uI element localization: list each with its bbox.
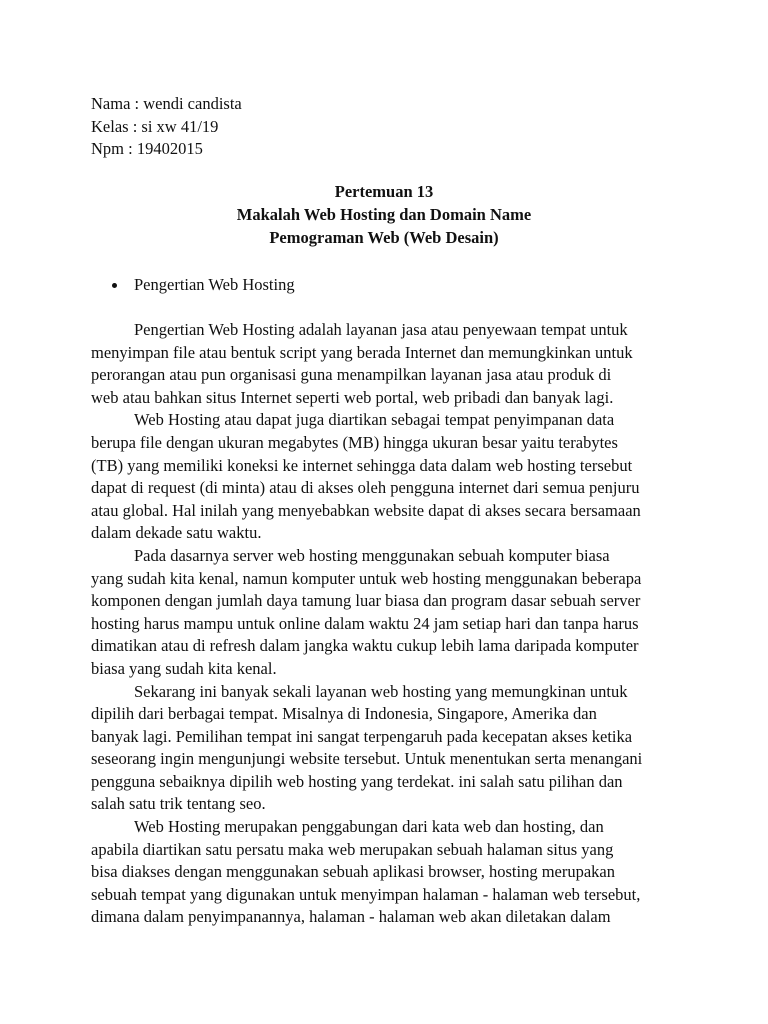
section-heading: [112, 274, 295, 296]
body-line: seseorang ingin mengunjungi website tersebut. Untuk menentukan serta menangani: [91, 749, 643, 769]
body-line: perorangan atau pun organisasi guna menampilkan layanan jasa atau produk di: [91, 365, 612, 385]
student-class: Kelas : si xw 41/19: [91, 116, 219, 136]
body-line: hosting harus mampu untuk online dalam waktu 24 jam setiap hari dan tanpa harus: [91, 613, 639, 633]
body-line: Pengertian Web Hosting adalah layanan jasa atau penyewaan tempat untuk: [134, 320, 628, 339]
body-line: (TB) yang memiliki koneksi ke internet sehingga data dalam web hosting tersebut: [91, 455, 633, 475]
body-line: sebuah tempat yang digunakan untuk menyimpan halaman - halaman web tersebut,: [91, 884, 641, 904]
body-line: Web Hosting merupakan penggabungan dari kata web dan hosting, dan: [134, 817, 604, 837]
body-line: Pada dasarnya server web hosting menggunakan sebuah komputer biasa: [134, 545, 610, 565]
title-line-1: Pertemuan 13: [334, 182, 434, 201]
body-line: bisa diakses dengan menggunakan sebuah aplikasi browser, hosting merupakan: [91, 862, 615, 882]
body-line: Sekarang ini banyak sekali layanan web hosting yang memungkinan untuk: [134, 681, 628, 701]
body-line: dimana dalam penyimpanannya, halaman - halaman web akan diletakan dalam: [91, 907, 611, 927]
bullet-icon: [112, 283, 117, 288]
body-line: apabila diartikan satu persatu maka web merupakan sebuah halaman situs yang: [91, 839, 614, 859]
body-line: dalam dekade satu waktu.: [91, 523, 262, 543]
body-line: dipilih dari berbagai tempat. Misalnya di Indonesia, Singapore, Amerika dan: [91, 704, 597, 724]
body-line: berupa file dengan ukuran megabytes (MB) hingga ukuran besar yaitu terabytes: [91, 432, 618, 452]
body-line: dimatikan atau di refresh dalam jangka waktu cukup lebih lama daripada komputer: [91, 636, 639, 656]
body-line: web atau bahkan situs Internet seperti web portal, web pribadi dan banyak lagi.: [91, 387, 614, 407]
document-title: [0, 180, 768, 249]
body-paragraphs: [91, 319, 685, 929]
body-line: komponen dengan jumlah daya tamung luar biasa dan program dasar sebuah server: [91, 591, 641, 611]
body-line: Web Hosting atau dapat juga diartikan sebagai tempat penyimpanan data: [134, 410, 615, 430]
body-line: atau global. Hal inilah yang menyebabkan website dapat di akses secara bersamaan: [91, 500, 641, 520]
body-line: banyak lagi. Pemilihan tempat ini sangat terpengaruh pada kecepatan akses ketika: [91, 726, 633, 746]
body-line: biasa yang sudah kita kenal.: [91, 658, 277, 678]
student-info: [91, 93, 242, 161]
student-npm: Npm : 19402015: [91, 139, 203, 158]
body-line: yang sudah kita kenal, namun komputer untuk web hosting menggunakan beberapa: [91, 568, 642, 588]
body-line: menyimpan file atau bentuk script yang berada Internet dan memungkinkan untuk: [91, 342, 633, 362]
body-line: dapat di request (di minta) atau di akses oleh pengguna internet dari semua penjuru: [91, 478, 640, 498]
body-line: salah satu trik tentang seo.: [91, 794, 266, 814]
title-line-2: Makalah Web Hosting dan Domain Name: [236, 205, 532, 224]
title-line-3: Pemograman Web (Web Desain): [269, 228, 499, 247]
body-line: pengguna sebaiknya dipilih web hosting yang terdekat. ini salah satu pilihan dan: [91, 771, 623, 791]
section-heading-text: Pengertian Web Hosting: [134, 275, 295, 294]
student-name: Nama : wendi candista: [91, 94, 242, 113]
